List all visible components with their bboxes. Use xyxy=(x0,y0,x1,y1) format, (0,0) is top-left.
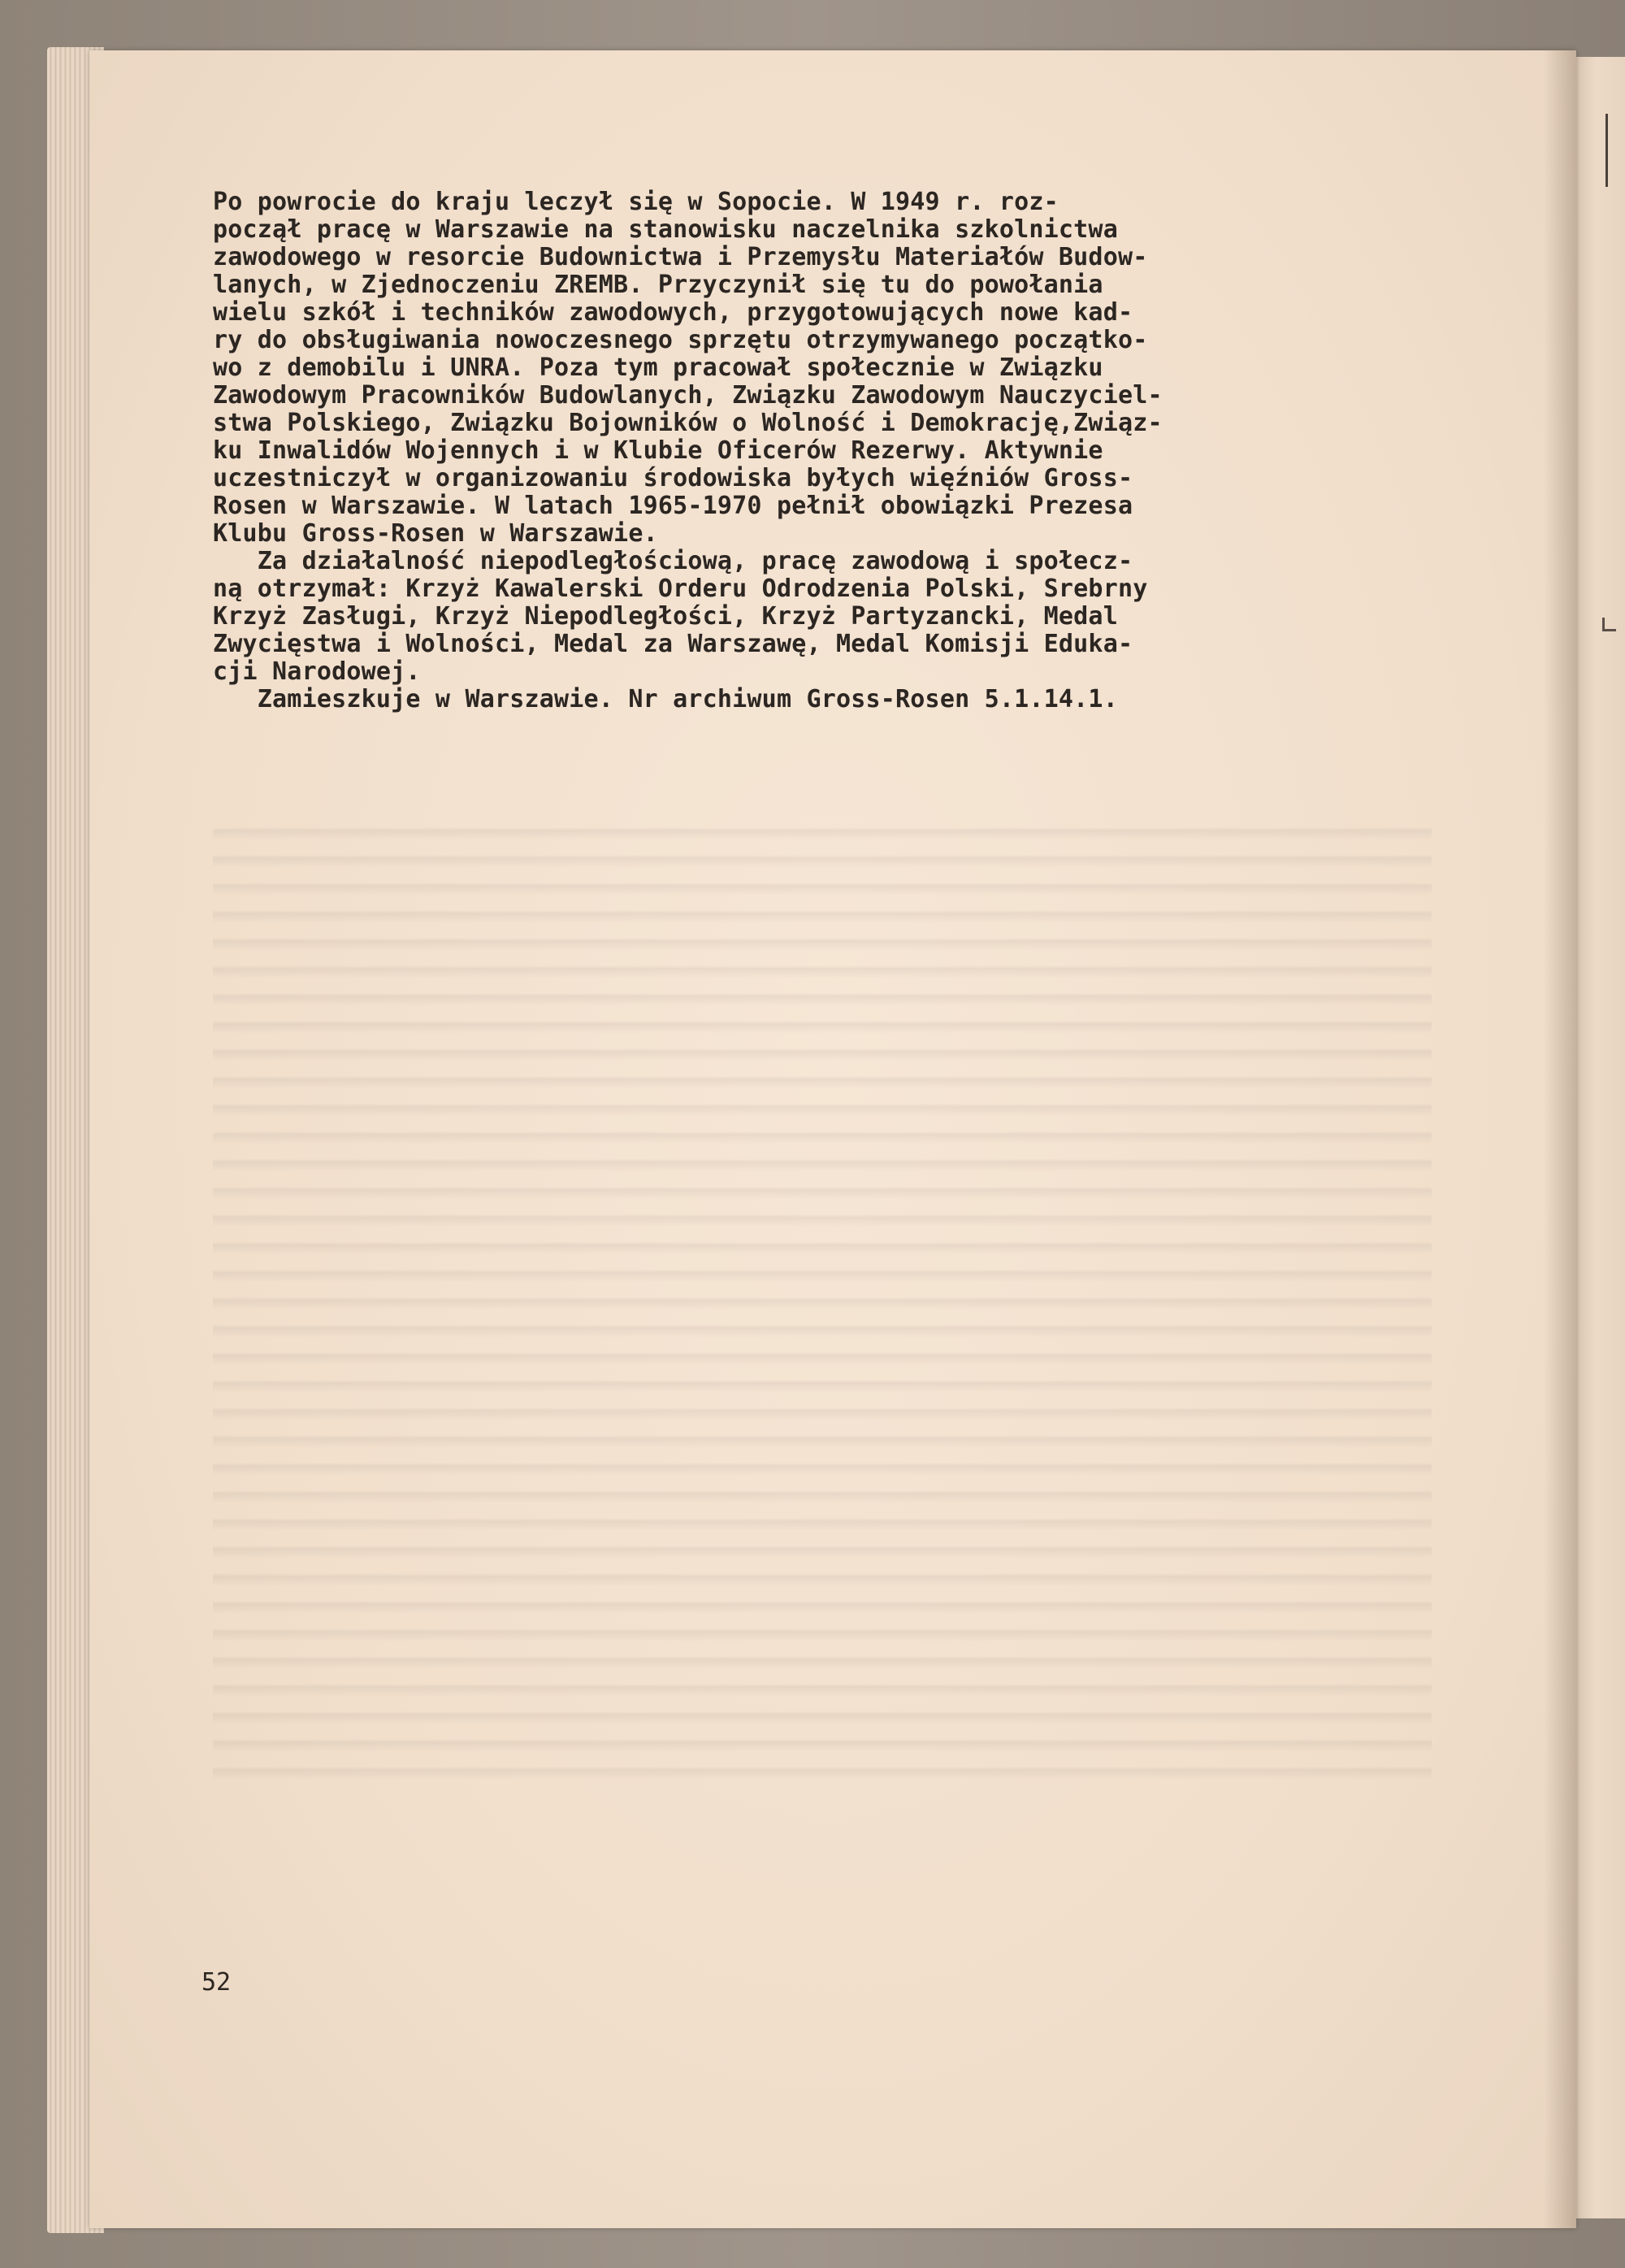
text-line: Krzyż Zasługi, Krzyż Niepodległości, Krzyż Partyzancki, Medal xyxy=(213,602,1118,631)
text-line: począł pracę w Warszawie na stanowisku naczelnika szkolnictwa xyxy=(213,215,1118,244)
text-line: zawodowego w resorcie Budownictwa i Przemysłu Materiałów Budow- xyxy=(213,243,1148,271)
text-line: Po powrocie do kraju leczył się w Sopocie. W 1949 r. roz- xyxy=(213,188,1059,216)
text-line: Zawodowym Pracowników Budowlanych, Związku Zawodowym Nauczyciel- xyxy=(213,381,1163,410)
text-line: wielu szkół i techników zawodowych, przygotowujących nowe kad- xyxy=(213,298,1133,327)
text-line: Zwycięstwa i Wolności, Medal za Warszawę, Medal Komisji Eduka- xyxy=(213,630,1133,658)
gutter-shadow xyxy=(1544,50,1576,2228)
adjacent-page-edge xyxy=(1576,57,1625,2218)
text-line: Zamieszkuje w Warszawie. Nr archiwum Gross-Rosen 5.1.14.1. xyxy=(213,685,1118,713)
text-line: cji Narodowej. xyxy=(213,657,421,686)
text-line: uczestniczył w organizowaniu środowiska byłych więźniów Gross- xyxy=(213,464,1133,492)
text-line: Za działalność niepodległościową, pracę zawodową i społecz- xyxy=(213,547,1133,575)
adjacent-page-mark xyxy=(1606,114,1608,187)
text-line: stwa Polskiego, Związku Bojowników o Wolność i Demokrację,Związ- xyxy=(213,409,1163,437)
text-line: ną otrzymał: Krzyż Kawalerski Orderu Odrodzenia Polski, Srebrny xyxy=(213,575,1148,603)
page-number: 52 xyxy=(202,1968,232,1997)
text-line: Rosen w Warszawie. W latach 1965-1970 pełnił obowiązki Prezesa xyxy=(213,492,1133,520)
adjacent-page-bracket xyxy=(1602,618,1616,631)
text-line: ry do obsługiwania nowoczesnego sprzętu otrzymywanego początko- xyxy=(213,326,1148,354)
bleed-through-area xyxy=(213,813,1432,1788)
text-line: ku Inwalidów Wojennych i w Klubie Oficerów Rezerwy. Aktywnie xyxy=(213,436,1103,465)
text-line: Klubu Gross-Rosen w Warszawie. xyxy=(213,519,658,548)
text-line: wo z demobilu i UNRA. Poza tym pracował społecznie w Związku xyxy=(213,353,1103,382)
text-line: lanych, w Zjednoczeniu ZREMB. Przyczynił się tu do powołania xyxy=(213,271,1103,299)
body-text xyxy=(213,189,1415,713)
